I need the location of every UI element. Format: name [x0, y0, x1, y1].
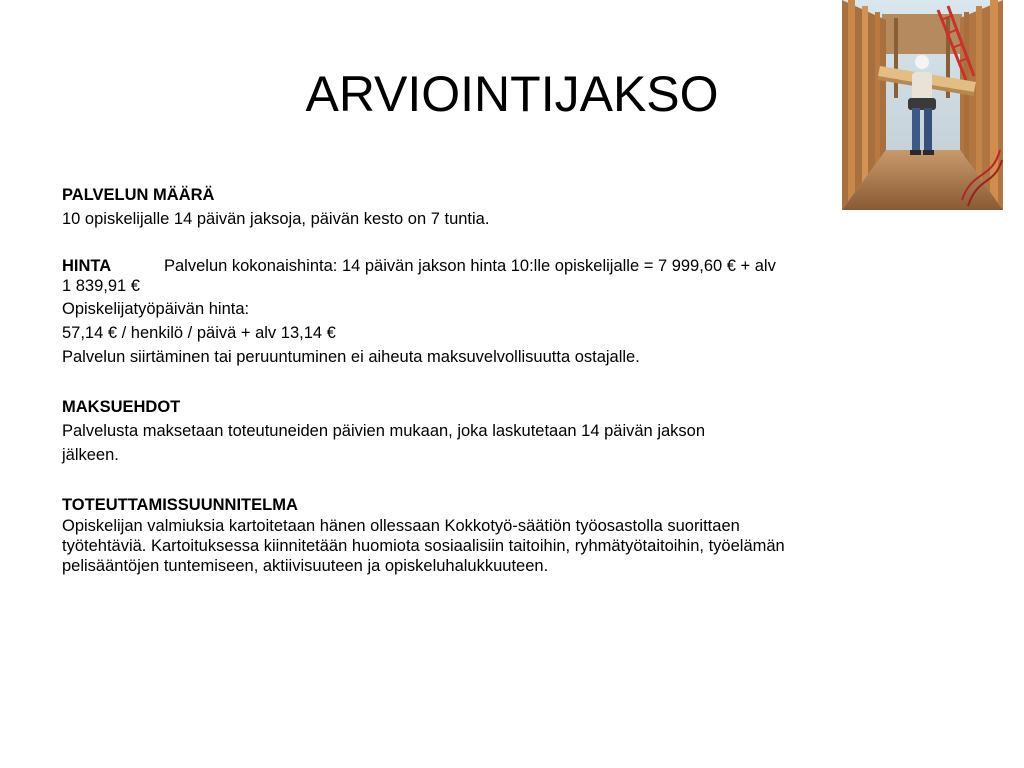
toteuttamissuunnitelma-line-1: Opiskelijan valmiuksia kartoitetaan hänen ollessaan Kokkotyö-säätiön työosastolla suorittaen [62, 517, 740, 535]
construction-worker-photo [842, 0, 1003, 210]
hinta-line [62, 256, 962, 276]
slide-body [62, 182, 962, 576]
maksuehdot-line-1: Palvelusta maksetaan toteutuneiden päivien mukaan, joka laskutetaan 14 päivän jakson [62, 422, 706, 440]
hinta-line-1: Palvelun kokonaishinta: 14 päivän jakson hinta 10:lle opiskelijalle = 7 999,60 € + alv [164, 257, 776, 275]
heading-toteuttamissuunnitelma: TOTEUTTAMISSUUNNITELMA [62, 496, 298, 514]
palvelun-maara-text: 10 opiskelijalle 14 päivän jaksoja, päivän kesto on 7 tuntia. [62, 210, 490, 228]
hinta-line-2: 1 839,91 € [62, 277, 140, 295]
maksuehdot-line-2: jälkeen. [62, 446, 119, 464]
spacer [62, 230, 962, 256]
heading-palvelun-maara: PALVELUN MÄÄRÄ [62, 186, 215, 204]
heading-hinta: HINTA [62, 257, 112, 275]
slide-title: ARVIOINTIJAKSO [305, 66, 719, 122]
construction-photo-illustration [842, 0, 1003, 210]
toteuttamissuunnitelma-line-2: työtehtäviä. Kartoituksessa kiinnitetään huomiota sosiaalisiin taitoihin, ryhmätyötaitoihin, työelämän [62, 537, 785, 555]
toteuttamissuunnitelma-line-3: pelisääntöjen tuntemiseen, aktiivisuuteen ja opiskeluhalukkuuteen. [62, 557, 549, 575]
spacer [62, 466, 962, 492]
hinta-line-4: 57,14 € / henkilö / päivä + alv 13,14 € [62, 324, 336, 342]
hinta-line-5: Palvelun siirtäminen tai peruuntuminen ei aiheuta maksuvelvollisuutta ostajalle. [62, 348, 640, 366]
hinta-line-3: Opiskelijatyöpäivän hinta: [62, 300, 250, 318]
spacer [62, 368, 962, 394]
heading-maksuehdot: MAKSUEHDOT [62, 398, 181, 416]
